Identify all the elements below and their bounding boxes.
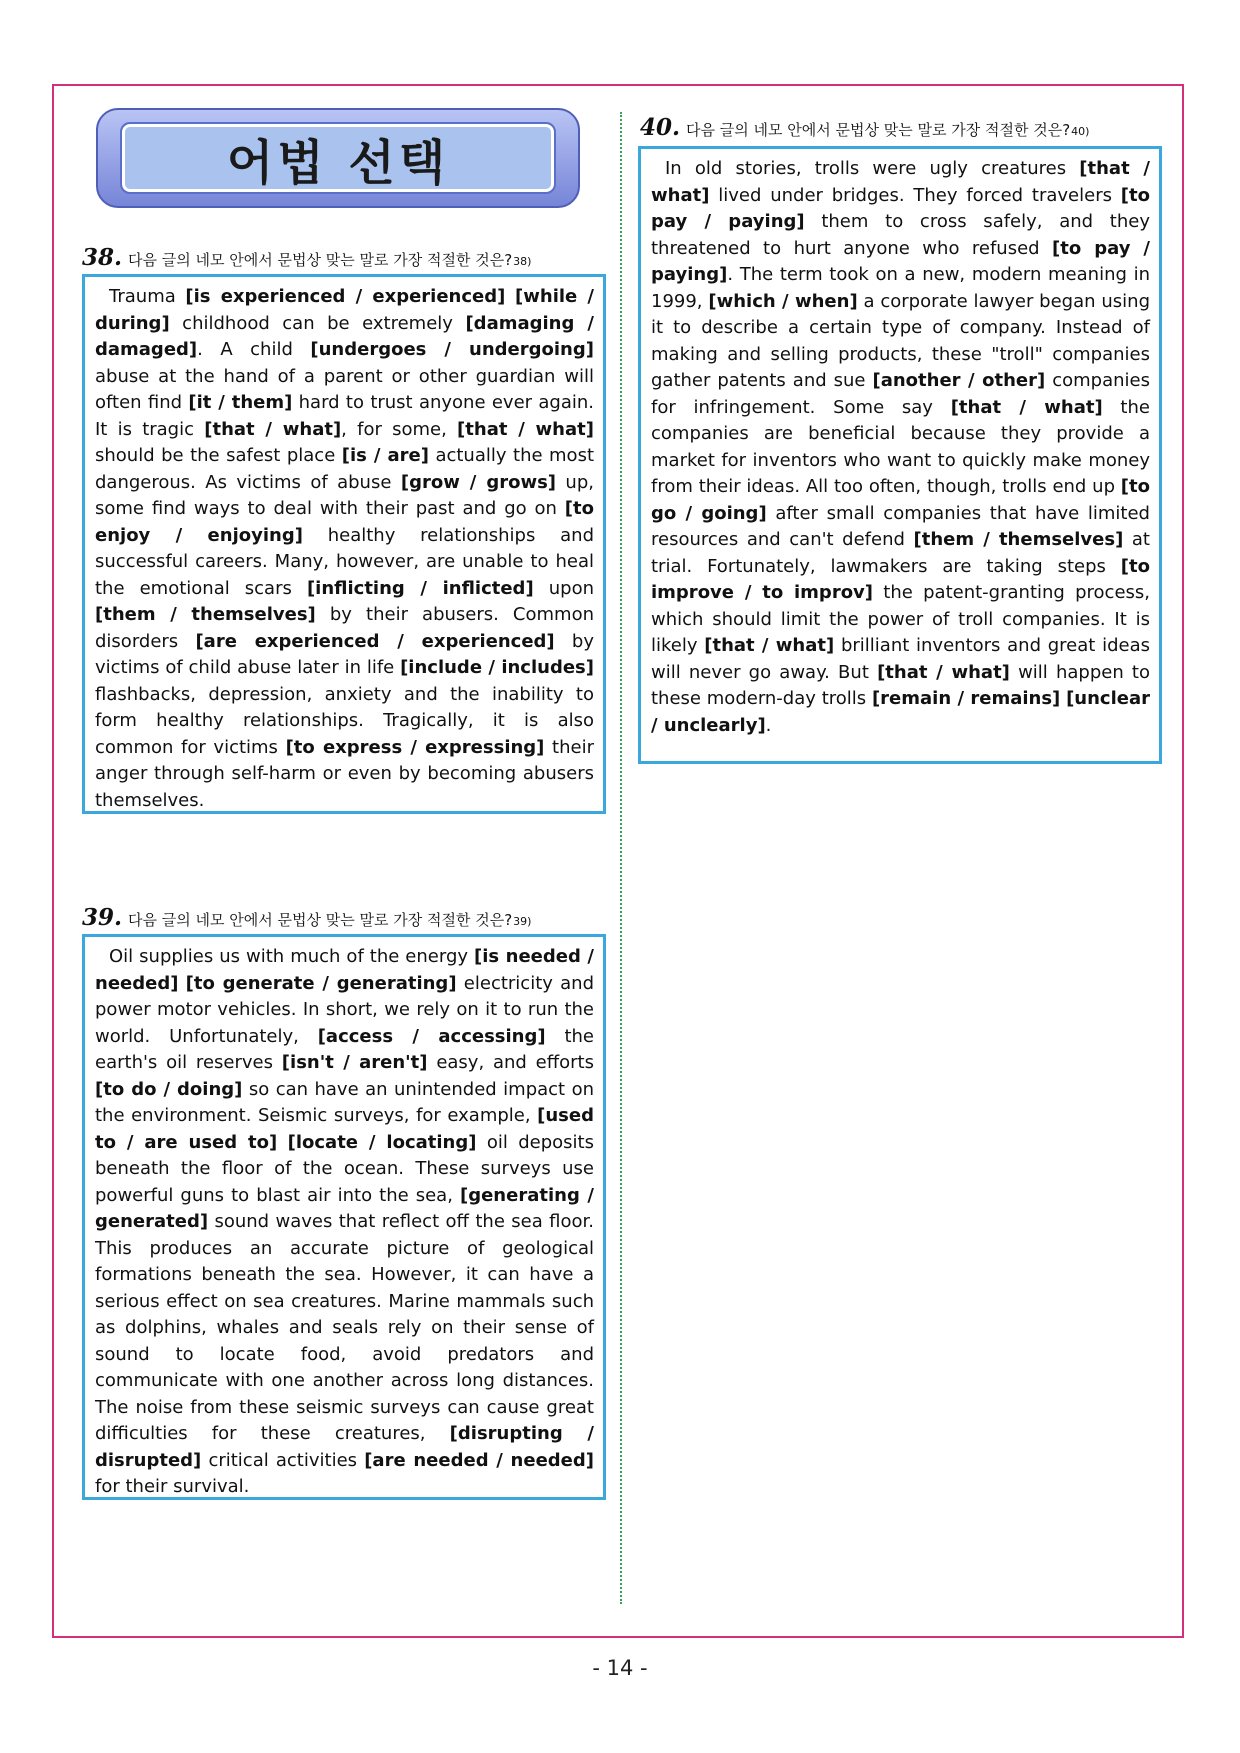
passage-text: after small companies that have limited resources and can't defend xyxy=(651,502,1150,550)
passage-text: their anger through self-harm or even by becoming abusers themselves. xyxy=(95,736,594,811)
passage-text: healthy relationships and successful careers. Many, however, are unable to heal the emotional scars xyxy=(95,524,594,599)
grammar-choice: [that / what] xyxy=(457,418,594,440)
section-title-banner xyxy=(96,108,580,208)
grammar-choice: [include / includes] xyxy=(400,657,594,678)
grammar-choice: [that / what] xyxy=(651,158,1150,206)
passage-text: the companies are beneficial because they provide a market for inventors who want to quickly make money from their ideas. All too often, though, trolls end up xyxy=(651,396,1150,497)
passage-text: the patent-granting process, which should limit the power of troll companies. It is likely xyxy=(651,582,1150,656)
passage-text: lived under bridges. They forced travelers xyxy=(709,184,1121,206)
grammar-choice: [that / what] xyxy=(950,396,1103,418)
passage-text xyxy=(178,973,185,994)
question-40-header xyxy=(640,114,1089,141)
grammar-choice: [generating / generated] xyxy=(95,1184,594,1232)
passage-text: should be the safest place xyxy=(95,445,342,466)
grammar-choice: [to pay / paying] xyxy=(651,237,1150,285)
grammar-choice: [undergoes / undergoing] xyxy=(310,339,594,360)
passage-text: a corporate lawyer began using it to describe a certain type of company. Instead of making and selling products, these "troll" companies gather patents and sue xyxy=(651,290,1150,391)
passage-text: In old stories, trolls were ugly creatures xyxy=(665,158,1080,179)
passage-text xyxy=(277,1132,287,1153)
passage-text: Oil supplies us with much of the energy xyxy=(109,946,475,967)
passage-text: by victims of child abuse later in life xyxy=(95,630,594,678)
grammar-choice: [that / what] xyxy=(877,661,1010,683)
passage-text: at trial. Fortunately, lawmakers are taking steps xyxy=(651,529,1150,577)
passage-text: . The term took on a new, modern meaning in 1999, xyxy=(651,264,1150,312)
page-number: - 14 - xyxy=(592,1656,648,1680)
passage-text: them to cross safely, and they threatened to hurt anyone who refused xyxy=(651,211,1150,259)
grammar-choice: [damaging / damaged] xyxy=(95,312,594,360)
passage-text: for their survival. xyxy=(95,1476,250,1497)
passage-text: . A child xyxy=(197,339,311,360)
passage-text: actually the most dangerous. As victims of abuse xyxy=(95,445,595,493)
passage-text: oil deposits beneath the floor of the ocean. These surveys use powerful guns to blast air into the sea, xyxy=(95,1131,594,1206)
grammar-choice: [to enjoy / enjoying] xyxy=(95,498,594,546)
question-prompt: 다음 글의 네모 안에서 문법상 맞는 말로 가장 적절한 것은? xyxy=(128,251,513,269)
grammar-choice: [remain / remains] xyxy=(871,688,1061,709)
passage-text: by their abusers. Common disorders xyxy=(95,604,595,652)
section-title: 어법 선택 xyxy=(226,134,450,191)
grammar-choice: [to pay / paying] xyxy=(651,184,1150,232)
passage-text: childhood can be extremely xyxy=(169,312,466,334)
grammar-choice: [are needed / needed] xyxy=(364,1449,594,1471)
passage-text: up, some find ways to deal with their past and go on xyxy=(95,471,594,519)
grammar-choice: [unclear / unclearly] xyxy=(651,688,1150,736)
question-40-passage xyxy=(638,146,1162,764)
passage-text: flashbacks, depression, anxiety and the inability to form healthy relationships. Tragically, it is also common for victims xyxy=(95,683,594,758)
footnote-marker: 38) xyxy=(513,255,532,268)
passage-text: hard to trust anyone ever again. It is tragic xyxy=(95,392,594,440)
grammar-choice: [disrupting / disrupted] xyxy=(95,1423,594,1471)
passage-text: abuse at the hand of a parent or other guardian will often find xyxy=(95,365,594,413)
question-38-passage xyxy=(82,274,606,814)
grammar-choice: [to express / expressing] xyxy=(285,736,545,758)
passage-text: sound waves that reflect off the sea floor. This produces an accurate picture of geological formations beneath the sea. However, it can have a serious effect on sea creatures. Marine mammals such as dolphins, whales and seals rely on their sense of sound to locate food, avoid predators and communicate with one another across long distances. The noise from these seismic surveys can cause great difficulties for these creatures, xyxy=(95,1211,594,1444)
grammar-choice: [used to / are used to] xyxy=(95,1105,594,1153)
passage-text: upon xyxy=(533,577,594,599)
grammar-choice: [locate / locating] xyxy=(287,1131,477,1153)
question-number: 40. xyxy=(640,114,681,141)
passage-text: Trauma xyxy=(109,286,186,307)
grammar-choice: [them / themselves] xyxy=(913,529,1124,550)
grammar-choice: [while / during] xyxy=(95,286,595,334)
footnote-marker: 40) xyxy=(1071,125,1090,138)
passage-text: so can have an unintended impact on the environment. Seismic surveys, for example, xyxy=(95,1078,594,1126)
question-38-header xyxy=(82,244,531,271)
grammar-choice: [them / themselves] xyxy=(95,604,316,625)
question-39-passage xyxy=(82,934,606,1500)
grammar-choice: [to improve / to improv] xyxy=(651,555,1150,603)
grammar-choice: [it / them] xyxy=(188,392,293,413)
grammar-choice: [that / what] xyxy=(204,418,342,440)
passage-text: electricity and power motor vehicles. In short, we rely on it to run the world. Unfortunately, xyxy=(95,972,594,1047)
section-title-inner xyxy=(120,122,556,194)
passage-text xyxy=(505,286,515,307)
grammar-choice: [is experienced / experienced] xyxy=(185,286,506,307)
grammar-choice: [to generate / generating] xyxy=(185,972,457,994)
passage-text: , for some, xyxy=(341,418,458,440)
question-number: 39. xyxy=(82,904,123,931)
passage-text: . xyxy=(765,714,772,736)
grammar-choice: [to go / going] xyxy=(651,476,1150,524)
grammar-choice: [is needed / needed] xyxy=(95,946,594,994)
grammar-choice: [another / other] xyxy=(872,370,1046,391)
grammar-choice: [to do / doing] xyxy=(95,1078,243,1100)
grammar-choice: [which / when] xyxy=(708,290,858,312)
question-prompt: 다음 글의 네모 안에서 문법상 맞는 말로 가장 적절한 것은? xyxy=(686,121,1071,139)
grammar-choice: [inflicting / inflicted] xyxy=(306,577,534,599)
passage-text: the earth's oil reserves xyxy=(95,1025,594,1073)
passage-text: companies for infringement. Some say xyxy=(651,370,1150,418)
footnote-marker: 39) xyxy=(513,915,532,928)
column-divider xyxy=(620,112,622,1604)
grammar-choice: [access / accessing] xyxy=(317,1025,546,1047)
grammar-choice: [isn't / aren't] xyxy=(281,1052,428,1073)
grammar-choice: [grow / grows] xyxy=(400,471,557,493)
question-39-header xyxy=(82,904,531,931)
passage-text: will happen to these modern-day trolls xyxy=(651,661,1150,709)
question-number: 38. xyxy=(82,244,123,271)
passage-text: critical activities xyxy=(201,1449,365,1471)
grammar-choice: [is / are] xyxy=(341,445,429,466)
passage-text: brilliant inventors and great ideas will never go away. But xyxy=(651,635,1150,683)
question-prompt: 다음 글의 네모 안에서 문법상 맞는 말로 가장 적절한 것은? xyxy=(128,911,513,929)
passage-text: easy, and efforts xyxy=(427,1052,594,1073)
grammar-choice: [are experienced / experienced] xyxy=(195,630,555,652)
grammar-choice: [that / what] xyxy=(704,635,835,656)
